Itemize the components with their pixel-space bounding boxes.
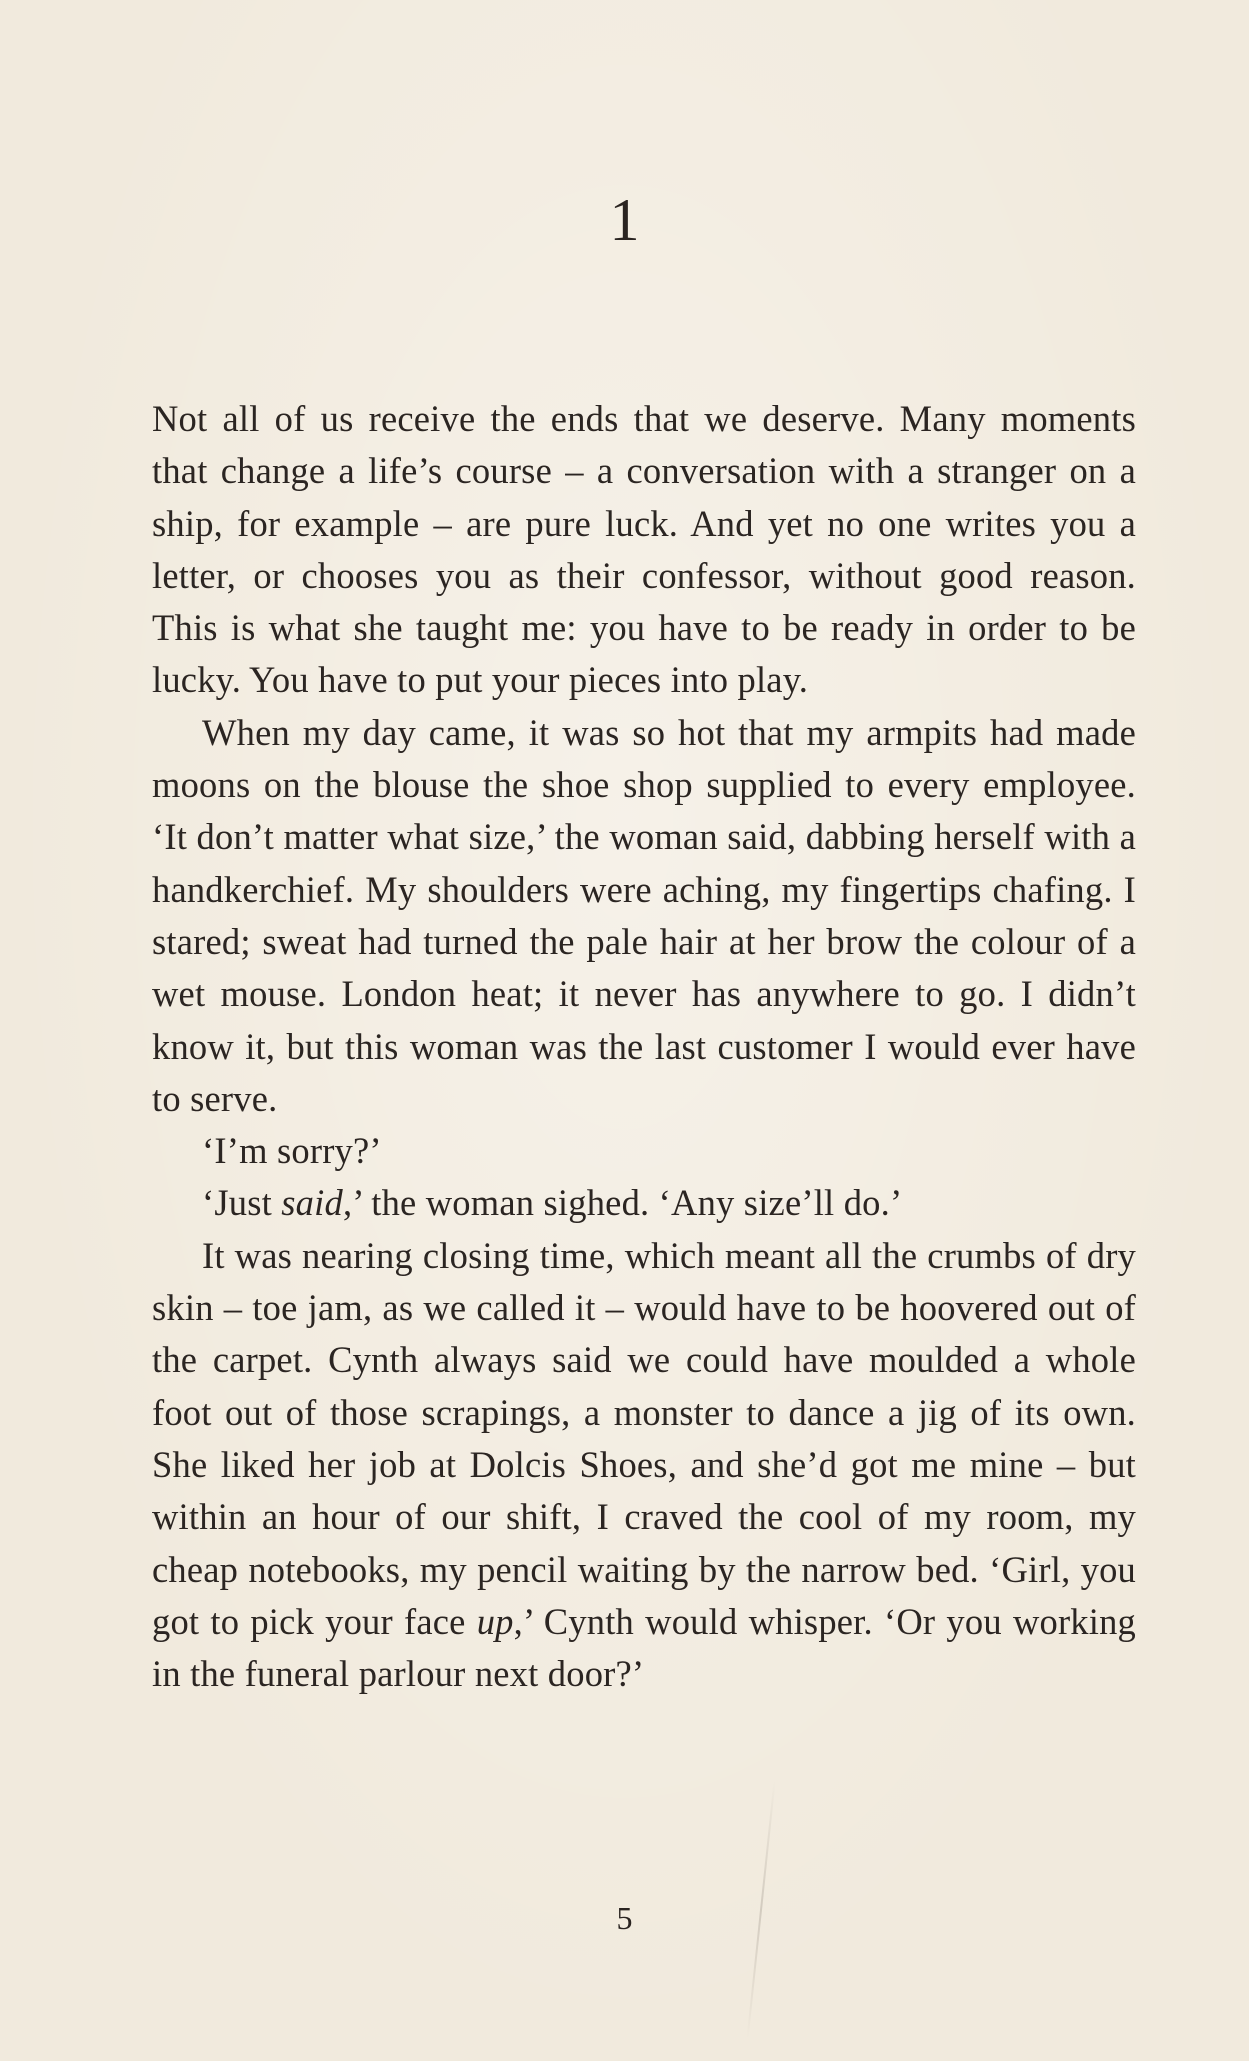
paragraph-4-italic: said — [281, 1182, 343, 1224]
page-number: 5 — [616, 1900, 633, 1936]
paragraph-5-after: ,’ Cynth would whisper. ‘Or you working in the funeral parlour next door?’ — [152, 1600, 1136, 1695]
paragraph-5 — [152, 1230, 1136, 1701]
paragraph-3: ‘I’m sorry?’ — [202, 1130, 382, 1172]
paragraph-4 — [152, 1177, 1136, 1229]
chapter-number: 1 — [609, 187, 640, 253]
chapter-body — [152, 393, 1136, 1700]
paragraph-5-before: It was nearing closing time, which meant all the crumbs of dry skin – toe jam, as we called it – would have to be hoovered out of the carpet. Cynth always said we could have moulded a whole foot out of those scrapings, a monster to dance a jig of its own. She liked her job at Dolcis Shoes, and she’d got me mine – but within an hour of our shift, I craved the cool of my room, my cheap notebooks, my pencil waiting by the narrow bed. ‘Girl, you got to pick your face — [152, 1234, 1136, 1642]
paragraph-5-italic: up — [476, 1600, 514, 1642]
paragraph-4-after: ,’ the woman sighed. ‘Any size’ll do.’ — [342, 1182, 903, 1224]
paragraph-4-before: ‘Just — [202, 1182, 282, 1224]
paragraph-2: When my day came, it was so hot that my armpits had made moons on the blouse the shoe shop supplied to every employee. ‘It don’t matter what size,’ the woman said, dabbing herself with a handkerchief. My shoulders were aching, my fingertips chafing. I stared; sweat had turned the pale hair at her brow the colour of a wet mouse. London heat; it never has anywhere to go. I didn’t know it, but this woman was the last customer I would ever have to serve. — [152, 711, 1136, 1119]
paragraph-1: Not all of us receive the ends that we deserve. Many moments that change a life’s course – a conversation with a stranger on a ship, for example – are pure luck. And yet no one writes you a letter, or chooses you as their confessor, without good reason. This is what she taught me: you have to be ready in order to be lucky. You have to put your pieces into play. — [152, 398, 1136, 701]
